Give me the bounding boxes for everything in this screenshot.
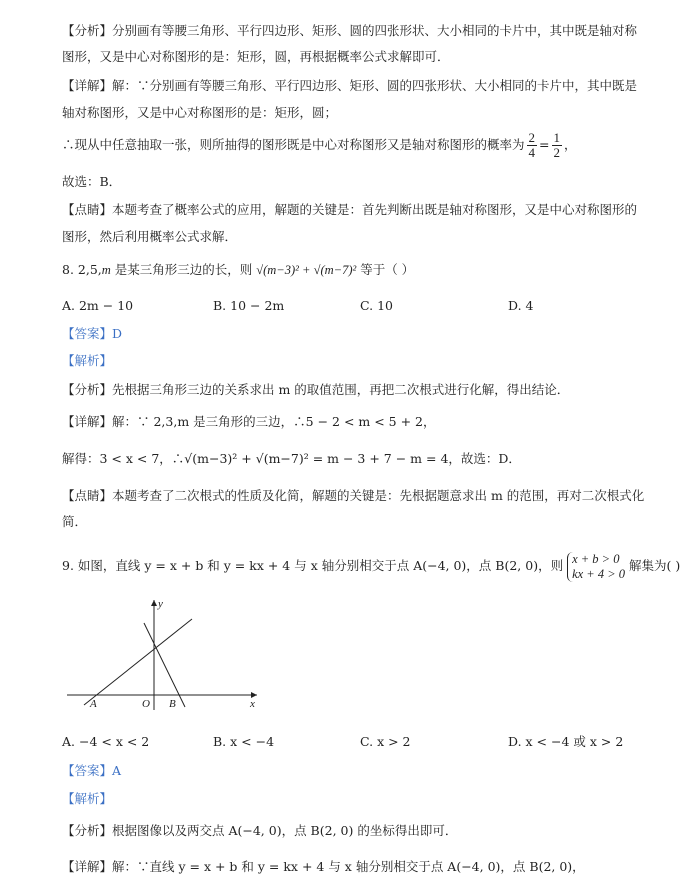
- q9-option-c[interactable]: C. x > 2: [360, 734, 411, 749]
- detail-9: 【详解】解：∵直线 y = x + b 和 y = kx + 4 与 x 轴分别相交于点 A(−4, 0)，点 B(2, 0)，: [62, 859, 585, 874]
- comment-8a: 【点睛】本题考查了二次根式的性质及化简，解题的关键是：先根据题意求出 m 的范围，再对二次根式化: [62, 488, 645, 503]
- fraction-numerator: 1: [553, 130, 560, 145]
- q9-option-a[interactable]: A. −4 < x < 2: [62, 734, 150, 749]
- x-axis-label: x: [250, 698, 255, 710]
- answer-9: 【答案】A: [62, 763, 122, 778]
- q8-option-c[interactable]: C. 10: [360, 298, 393, 313]
- fraction-1-2: [552, 131, 563, 160]
- q8-option-b[interactable]: B. 10 − 2m: [213, 298, 285, 313]
- explanation-9-label: 【解析】: [62, 791, 113, 806]
- q8-option-d[interactable]: D. 4: [508, 298, 534, 313]
- q9-option-b[interactable]: B. x < −4: [213, 734, 275, 749]
- inequality-1: x + b > 0: [572, 551, 620, 566]
- inequality-system: [567, 552, 625, 582]
- inequality-2: kx + 4 > 0: [572, 566, 626, 581]
- line-graph-figure: [62, 595, 262, 715]
- q8-suffix: 等于（ ）: [356, 262, 415, 277]
- answer-8: 【答案】D: [62, 326, 123, 341]
- point-b-label: B: [169, 698, 176, 710]
- fraction-numerator: 2: [528, 130, 536, 145]
- line-y-x-plus-b: [84, 619, 192, 705]
- point-a-label: A: [90, 698, 97, 710]
- detail-8a: 【详解】解：∵ 2,3,m 是三角形的三边，∴5 − 2 < m < 5 + 2，: [62, 414, 436, 429]
- fraction-denominator: 2: [553, 145, 560, 160]
- q9-option-d[interactable]: D. x < −4 或 x > 2: [508, 734, 624, 749]
- y-axis-arrow: [151, 600, 157, 606]
- question-8: [62, 261, 414, 279]
- explanation-8-label: 【解析】: [62, 353, 113, 368]
- q8-option-a[interactable]: A. 2m − 10: [62, 298, 134, 313]
- q8-mid: 是某三角形三边的长，则: [110, 262, 257, 277]
- comment-line-2: 图形，然后利用概率公式求解．: [62, 229, 238, 244]
- comment-8b: 简．: [62, 514, 88, 529]
- analysis-line-2: 图形，又是中心对称图形的是：矩形，圆，再根据概率公式求解即可．: [62, 49, 450, 64]
- analysis-line-1: 【分析】分别画有等腰三角形、平行四边形、矩形、圆的四张形状、大小相同的卡片中，其中既是轴对称: [62, 23, 638, 38]
- q8-prefix: 8. 2,5,: [62, 262, 102, 277]
- q8-var: m: [101, 263, 111, 277]
- detail-8b: 解得：3 < x < 7，∴√(m−3)² + √(m−7)² = m − 3 + 7 − m = 4，故选：D．: [62, 451, 521, 466]
- analysis-8: 【分析】先根据三角形三边的关系求出 m 的取值范围，再把二次根式进行化解，得出结论．: [62, 382, 570, 397]
- analysis-9: 【分析】根据图像以及两交点 A(−4, 0)，点 B(2, 0) 的坐标得出即可．: [62, 823, 458, 838]
- comment-line-1: 【点睛】本题考查了概率公式的应用，解题的关键是：首先判断出既是轴对称图形，又是中心对称图形的: [62, 202, 638, 217]
- detail-line-3: [62, 128, 577, 162]
- detail-line-2: 轴对称图形，又是中心对称图形的是：矩形，圆；: [62, 105, 338, 120]
- question-9: [62, 549, 680, 583]
- q8-expression: √(m−3)² + √(m−7)²: [256, 263, 357, 277]
- line-y-kx-plus-4: [144, 623, 185, 707]
- choice-line: 故选：B．: [62, 174, 122, 189]
- y-axis-label: y: [158, 598, 163, 610]
- fraction-2-4: [527, 131, 538, 160]
- detail-line-3-text: ∴现从中任意抽取一张，则所抽得的图形既是中心对称图形又是轴对称图形的概率为: [62, 137, 525, 152]
- origin-label: O: [142, 698, 150, 710]
- equals-sign: =: [539, 137, 550, 152]
- q9-text: 9. 如图，直线 y = x + b 和 y = kx + 4 与 x 轴分别相交于点 A(−4, 0)，点 B(2, 0)，则: [62, 558, 564, 573]
- comma: ，: [564, 137, 577, 152]
- detail-line-1: 【详解】解：∵分别画有等腰三角形、平行四边形、矩形、圆的四张形状、大小相同的卡片中，其中既是: [62, 78, 638, 93]
- q9-suffix: 解集为( ): [625, 558, 681, 573]
- fraction-denominator: 4: [528, 145, 536, 160]
